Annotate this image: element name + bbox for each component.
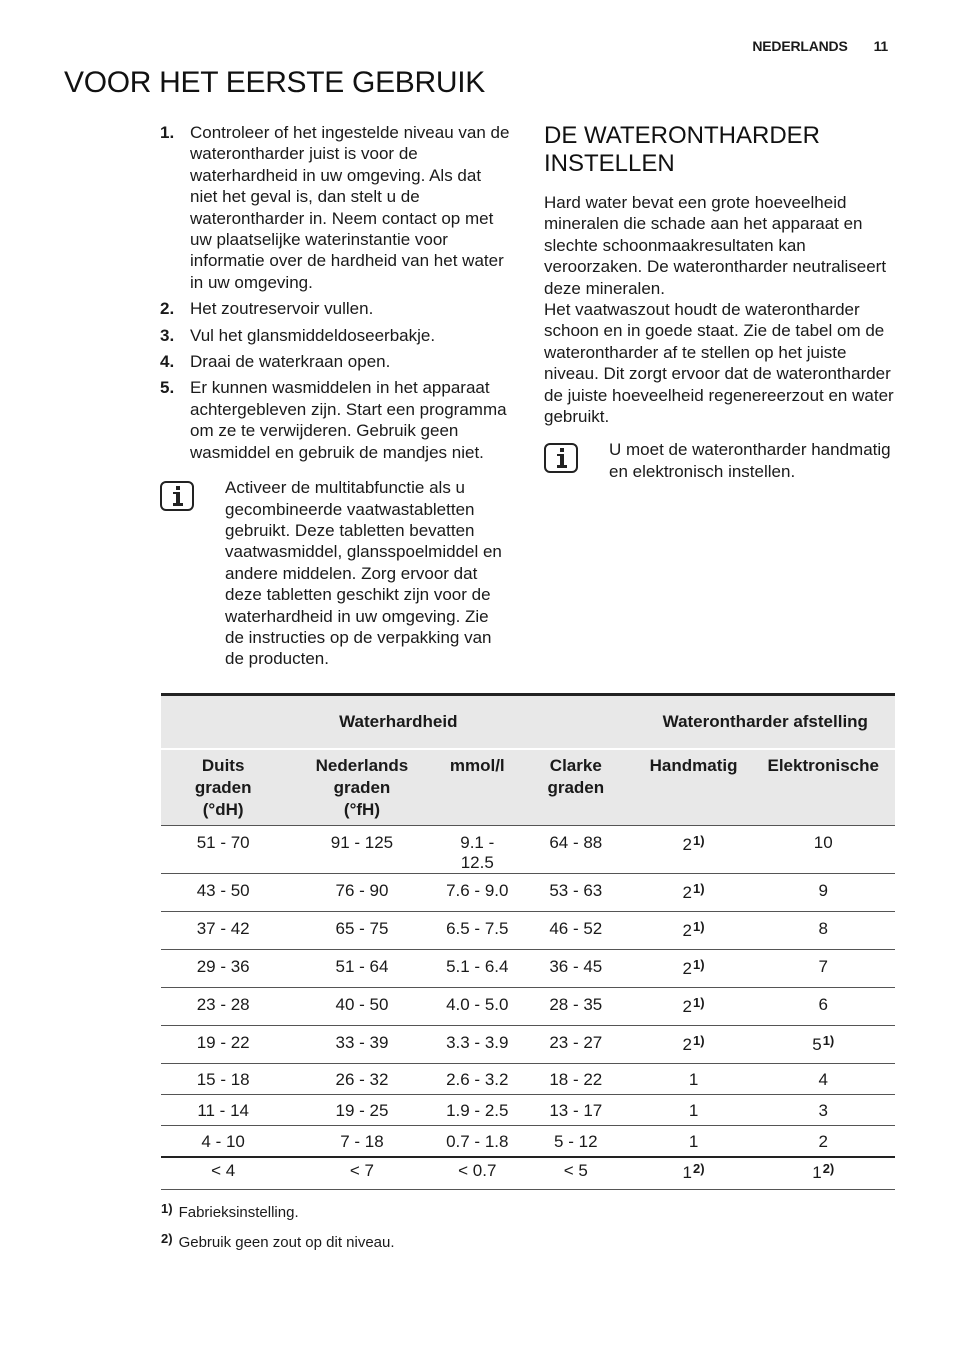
table-row: [161, 1157, 895, 1190]
step-number: 3.: [160, 325, 175, 345]
cell-value: 33 - 39: [335, 1033, 389, 1052]
table-cell: [285, 1064, 438, 1095]
table-cell: [751, 1157, 895, 1190]
table-cell: [161, 874, 285, 912]
cell-value: 37 - 42: [196, 919, 250, 938]
cell-value: 18 - 22: [549, 1070, 603, 1089]
table-row: [161, 826, 895, 874]
table-row: [161, 874, 895, 912]
table-cell: [439, 988, 516, 1026]
cell-value: 4 - 10: [201, 1132, 245, 1151]
cell-value: < 0.7: [458, 1161, 497, 1180]
cell-value: 2: [682, 883, 692, 902]
cell-value: 3: [818, 1101, 828, 1120]
cell-value: 5.1 - 6.4: [446, 957, 509, 976]
cell-value: 9: [818, 881, 828, 900]
footnote-text: Fabrieksinstelling.: [178, 1204, 299, 1221]
cell-value: 1: [682, 1163, 692, 1182]
table-cell: [636, 912, 752, 950]
cell-value: < 7: [349, 1161, 374, 1180]
table-cell: [516, 1064, 636, 1095]
cell-value: 13 - 17: [549, 1101, 603, 1120]
footnote-reference: 1): [693, 957, 705, 972]
table-cell: [636, 874, 752, 912]
step-text: Draai de waterkraan open.: [190, 352, 391, 372]
steps-list: [160, 122, 512, 463]
step-text: Vul het glansmiddeldoseerbakje.: [190, 325, 436, 345]
table-cell: [516, 950, 636, 988]
cell-value: 2: [682, 1035, 692, 1054]
cell-value: 4.0 - 5.0: [446, 995, 509, 1014]
cell-value: 76 - 90: [335, 881, 389, 900]
cell-value: 28 - 35: [549, 995, 603, 1014]
table-cell: [751, 988, 895, 1026]
cell-value: 64 - 88: [549, 833, 603, 852]
cell-value: 11 - 14: [197, 1101, 249, 1120]
table-cell: [516, 912, 636, 950]
step-number: 5.: [160, 378, 175, 398]
table-row: [161, 1095, 895, 1126]
table-cell: [516, 988, 636, 1026]
table-cell: [636, 1026, 752, 1064]
cell-value: 19 - 22: [196, 1033, 250, 1052]
cell-value: 7.6 - 9.0: [446, 881, 509, 900]
table-row: [161, 988, 895, 1026]
cell-value: 51 - 70: [196, 833, 250, 852]
cell-value: 15 - 18: [196, 1070, 250, 1089]
list-item: [160, 325, 512, 346]
table-cell: [161, 912, 285, 950]
cell-value: 36 - 45: [549, 957, 603, 976]
cell-value: 2: [682, 835, 692, 854]
table-cell: [285, 1157, 438, 1190]
cell-value: 2.6 - 3.2: [446, 1070, 509, 1089]
table-cell: [636, 1126, 752, 1158]
table-cell: [751, 1026, 895, 1064]
table-cell: [439, 1095, 516, 1126]
cell-value: 9.1 - 12.5: [460, 833, 495, 872]
cell-value: 2: [682, 959, 692, 978]
info-note: [544, 439, 900, 482]
table-cell: [751, 826, 895, 874]
table-row: [161, 950, 895, 988]
page-header: [752, 38, 888, 54]
table-cell: [161, 1157, 285, 1190]
table-row: [161, 1064, 895, 1095]
table-column-header: [161, 749, 895, 826]
cell-value: 1: [812, 1163, 822, 1182]
group-header-water-hardness: Waterhardheid: [161, 695, 636, 750]
table-row: [161, 1026, 895, 1064]
table-cell: [636, 1064, 752, 1095]
paragraph: Hard water bevat een grote hoeveelheid mineralen die schade aan het apparaat en slechte schoonmaakresultaten kan veroorzaken. De waterontharder neutraliseert deze mineralen.: [544, 193, 887, 298]
cell-value: 23 - 28: [196, 995, 250, 1014]
table-cell: [751, 1064, 895, 1095]
cell-value: 1: [688, 1101, 699, 1120]
paragraph: Het vaatwaszout houdt de waterontharder schoon en in goede staat. Zie de tabel om de waterontharder af te stellen op het juiste niveau. Dit zorgt ervoor dat de waterontharder de juiste hoeveelheid regenereerzout en water gebruikt.: [544, 300, 894, 427]
cell-value: 19 - 25: [335, 1101, 389, 1120]
info-note-text: U moet de waterontharder handmatig en elektronisch instellen.: [609, 440, 891, 481]
table-cell: [439, 1157, 516, 1190]
cell-value: 5: [812, 1035, 822, 1054]
step-number: 1.: [160, 123, 175, 142]
list-item: [160, 298, 512, 319]
table-cell: [285, 912, 438, 950]
table-cell: [636, 1157, 752, 1190]
table-cell: [636, 988, 752, 1026]
table-cell: [751, 1095, 895, 1126]
table-cell: [161, 1026, 285, 1064]
column-header: Clarke graden: [516, 749, 636, 826]
table-cell: [516, 1095, 636, 1126]
cell-value: 3.3 - 3.9: [446, 1033, 509, 1052]
table-cell: [161, 1064, 285, 1095]
cell-value: 7: [818, 957, 828, 976]
table-cell: [161, 950, 285, 988]
footnote-mark: 1): [161, 1201, 173, 1216]
cell-value: 2: [682, 997, 692, 1016]
table-cell: [439, 874, 516, 912]
cell-value: 4: [818, 1070, 828, 1089]
info-note: [160, 477, 512, 670]
footnote-mark: 2): [161, 1231, 173, 1246]
cell-value: 2: [818, 1132, 828, 1151]
table-cell: [439, 826, 516, 874]
table-row: [161, 912, 895, 950]
table-bottom-rule: [161, 1190, 895, 1191]
cell-value: 23 - 27: [549, 1033, 603, 1052]
table-cell: [285, 1095, 438, 1126]
section-body: [544, 192, 900, 427]
info-icon: [160, 481, 194, 511]
cell-value: 10: [813, 833, 833, 852]
footnote-reference: 1): [822, 1033, 835, 1048]
table-row: [161, 1126, 895, 1158]
cell-value: 51 - 64: [335, 957, 389, 976]
list-item: [160, 377, 512, 463]
group-header-softener-setting: Waterontharder afstelling: [636, 695, 895, 750]
column-header: Handmatig: [636, 749, 752, 826]
cell-value: 7 - 18: [340, 1132, 384, 1151]
table-cell: [161, 1095, 285, 1126]
table-cell: [285, 1126, 438, 1158]
table-cell: [285, 1026, 438, 1064]
footnote-reference: 1): [693, 995, 705, 1010]
footnote: [161, 1196, 395, 1226]
info-icon: [544, 443, 578, 473]
cell-value: < 4: [211, 1161, 236, 1180]
table-cell: [751, 1126, 895, 1158]
table-cell: [751, 874, 895, 912]
table-cell: [516, 826, 636, 874]
step-text: Er kunnen wasmiddelen in het apparaat achtergebleven zijn. Start een programma om ze te verwijderen. Gebruik geen wasmiddel en gebruik de mandjes niet.: [190, 378, 507, 462]
info-note-text: Activeer de multitabfunctie als u gecombineerde vaatwastabletten gebruikt. Deze tabletten bevatten vaatwasmiddel, glansspoelmiddel en andere middelen. Zorg ervoor dat deze tabletten geschikt zijn voor de waterhardheid in uw omgeving. Zie de instructies op de verpakking van de producten.: [225, 478, 502, 669]
table-cell: [285, 874, 438, 912]
list-item: [160, 122, 512, 293]
cell-value: 6: [818, 995, 828, 1014]
cell-value: 1: [688, 1132, 699, 1151]
footnote-reference: 1): [693, 833, 705, 848]
table-group-header: [161, 695, 895, 750]
step-number: 4.: [160, 352, 175, 372]
column-header: Duits graden (°dH): [161, 749, 285, 826]
list-item: [160, 351, 512, 372]
header-language: NEDERLANDS: [752, 38, 848, 54]
step-number: 2.: [160, 299, 175, 319]
table-cell: [516, 874, 636, 912]
page-title: VOOR HET EERSTE GEBRUIK: [64, 66, 485, 99]
cell-value: 6.5 - 7.5: [446, 919, 509, 938]
cell-value: 1.9 - 2.5: [446, 1101, 509, 1120]
cell-value: 8: [818, 919, 828, 938]
table-cell: [516, 1026, 636, 1064]
table-cell: [636, 826, 752, 874]
footnote-reference: 1): [693, 1033, 705, 1048]
cell-value: 5 - 12: [554, 1132, 598, 1151]
cell-value: 43 - 50: [196, 881, 250, 900]
cell-value: 26 - 32: [335, 1070, 389, 1089]
table-cell: [161, 1126, 285, 1158]
table-cell: [439, 950, 516, 988]
table-cell: [161, 988, 285, 1026]
table-cell: [161, 826, 285, 874]
footnote-reference: 1): [693, 919, 705, 934]
table-cell: [516, 1157, 636, 1190]
cell-value: 40 - 50: [335, 995, 389, 1014]
table-cell: [751, 950, 895, 988]
table-cell: [636, 1095, 752, 1126]
footnote-reference: 2): [822, 1161, 835, 1176]
column-header: Elektronische: [751, 749, 895, 826]
table-cell: [285, 950, 438, 988]
column-header: mmol/l: [439, 749, 516, 826]
page-number: 11: [873, 38, 888, 54]
cell-value: < 5: [563, 1161, 588, 1180]
footnote-reference: 1): [693, 881, 705, 896]
cell-value: 2: [682, 921, 692, 940]
step-text: Het zoutreservoir vullen.: [190, 299, 374, 319]
table-cell: [439, 912, 516, 950]
table-cell: [285, 826, 438, 874]
table-cell: [516, 1126, 636, 1158]
cell-value: 53 - 63: [549, 881, 603, 900]
section-title: DE WATERONTHARDER INSTELLEN: [544, 122, 820, 177]
cell-value: 91 - 125: [330, 833, 394, 852]
right-column: [544, 122, 900, 482]
footnote: [161, 1226, 395, 1256]
cell-value: 0.7 - 1.8: [446, 1132, 509, 1151]
table-cell: [636, 950, 752, 988]
left-column: [160, 122, 512, 670]
table-cell: [439, 1026, 516, 1064]
footnote-text: Gebruik geen zout op dit niveau.: [178, 1234, 395, 1251]
column-header: Nederlands graden (°fH): [285, 749, 438, 826]
footnote-reference: 2): [693, 1161, 705, 1176]
water-hardness-table: [161, 693, 895, 1190]
cell-value: 29 - 36: [196, 957, 250, 976]
footnotes: [161, 1196, 395, 1256]
table-cell: [439, 1064, 516, 1095]
step-text: Controleer of het ingestelde niveau van de waterontharder juist is voor de waterhardheid in uw omgeving. Als dat niet het geval is, dan stelt u de waterontharder in. Neem contact op met uw plaatselijke waterinstantie voor informatie over de hardheid van het water in uw omgeving.: [190, 123, 510, 292]
table-cell: [285, 988, 438, 1026]
cell-value: 65 - 75: [335, 919, 389, 938]
table-cell: [439, 1126, 516, 1158]
cell-value: 1: [688, 1070, 699, 1089]
table-cell: [751, 912, 895, 950]
cell-value: 46 - 52: [549, 919, 603, 938]
